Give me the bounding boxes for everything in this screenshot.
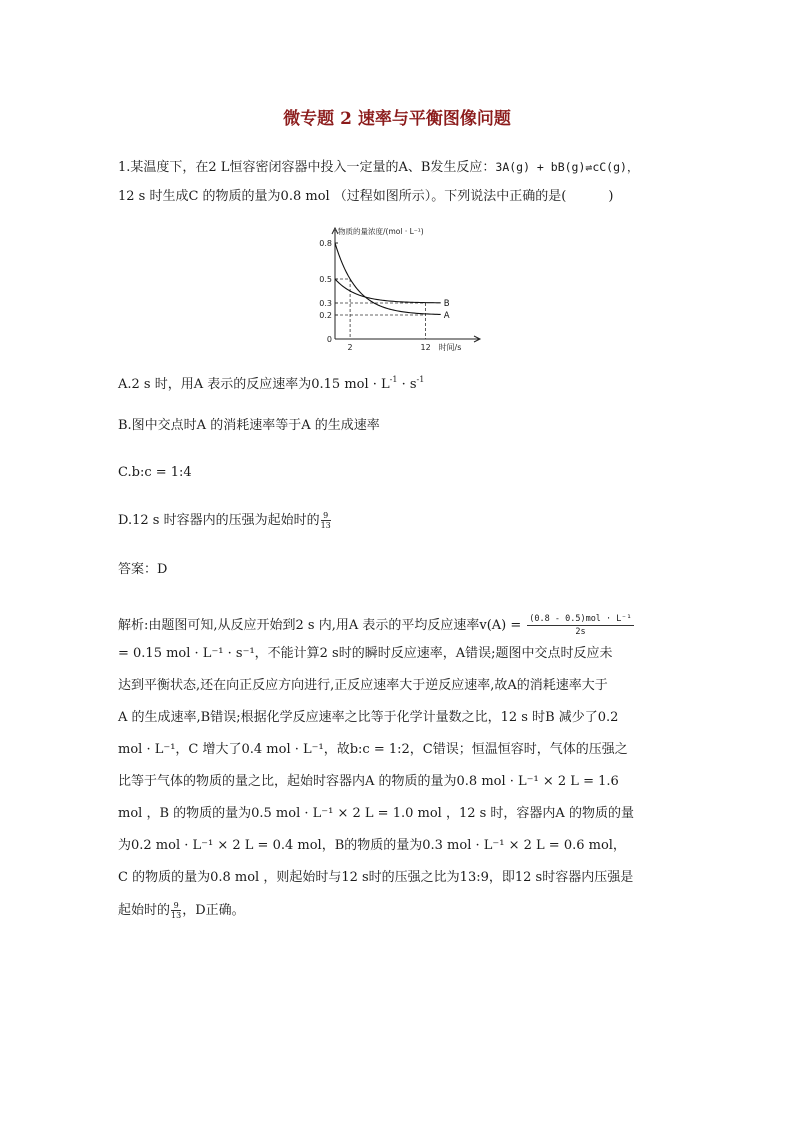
analysis-line-2: = 0.15 mol · L⁻¹ · s⁻¹，不能计算2 s时的瞬时反应速率，A错误;题图中交点时反应未 [118,646,613,661]
x-tick-label: 2 [347,343,353,352]
option-d [118,511,332,530]
x-axis-title: 时间/s [438,343,462,352]
option-a [118,371,424,394]
question-stem-line1 [118,158,638,177]
y-tick-label: 0.2 [319,311,332,320]
series-label-A: A [443,311,450,321]
answer-line: 答案：D [118,562,168,577]
y-tick-label: 0.3 [319,299,332,308]
analysis-text: 解析:由题图可知,从反应开始到2 s 内,用A 表示的平均反应速率v(A) = [118,618,522,633]
answer-paren-close: ) [608,189,614,204]
option-c: C.b:c = 1:4 [118,465,192,480]
analysis-line-7: mol ，B 的物质的量为0.5 mol · L⁻¹ × 2 L = 1.0 mol ，12 s 时，容器内A 的物质的量 [118,806,634,821]
analysis-line-8: 为0.2 mol · L⁻¹ × 2 L = 0.4 mol，B的物质的量为0.3 mol · L⁻¹ × 2 L = 0.6 mol， [118,838,626,853]
rate-fraction: $\frac{\text{(0.8 - 0.5)mol · L⁻¹}}{2s}$ [529,614,632,637]
analysis-line-5: mol · L⁻¹，C 增大了0.4 mol · L⁻¹，故b:c = 1:2，C错误；恒温恒容时，气体的压强之 [118,742,628,757]
analysis-text-10-end: ，D正确。 [182,903,245,918]
reaction-equation: 3A(g) + bB(g)⇌cC(g)， [495,160,639,174]
x-tick-label: 12 [420,343,431,352]
analysis-line-6: 比等于气体的物质的量之比，起始时容器内A 的物质的量为0.8 mol · L⁻¹ × 2 L = 1.6 [118,774,619,789]
y-tick-label: 0 [326,335,332,344]
analysis-line-9: C 的物质的量为0.8 mol ，则起始时与12 s时的压强之比为13:9，即12 s时容器内压强是 [118,870,634,885]
y-axis-title: 物质的量浓度/(mol · L⁻¹) [338,227,424,236]
y-tick-label: 0.8 [319,239,332,248]
option-a-text: A.2 s 时，用A 表示的反应速率为0.15 mol · L [118,377,390,392]
analysis-line-3: 达到平衡状态,还在向正反应方向进行,正反应速率大于逆反应速率,故A的消耗速率大于 [118,678,608,693]
question-stem-text: 1.某温度下，在2 L恒容密闭容器中投入一定量的A、B发生反应： [118,160,496,175]
analysis-line-1 [118,613,634,638]
option-a-mid: · s [397,377,417,392]
fraction-9-13: $\frac{9}{13}$ [320,511,331,530]
page-title: 微专题 2 速率与平衡图像问题 [283,109,511,129]
series-curve-A [335,243,441,314]
concentration-time-chart [300,222,490,357]
option-a-exp2: -1 [416,375,425,384]
y-tick-label: 0.5 [319,275,332,284]
question-stem-line2 [118,188,613,206]
option-a-exp1: -1 [389,375,398,384]
option-d-text: D.12 s 时容器内的压强为起始时的 [118,513,320,528]
fraction-9-13-analysis: $\frac{9}{13}$ [171,901,182,920]
question-stem-text-2: 12 s 时生成C 的物质的量为0.8 mol （过程如图所示）。下列说法中正确的是( [118,189,567,204]
analysis-line-4: A 的生成速率,B错误;根据化学反应速率之比等于化学计量数之比，12 s 时B 减少了0.2 [118,710,619,725]
analysis-line-10 [118,901,245,920]
series-curve-B [335,279,441,303]
analysis-text-10: 起始时的 [118,903,171,918]
series-label-B: B [443,299,450,309]
option-b: B.图中交点时A 的消耗速率等于A 的生成速率 [118,418,380,433]
